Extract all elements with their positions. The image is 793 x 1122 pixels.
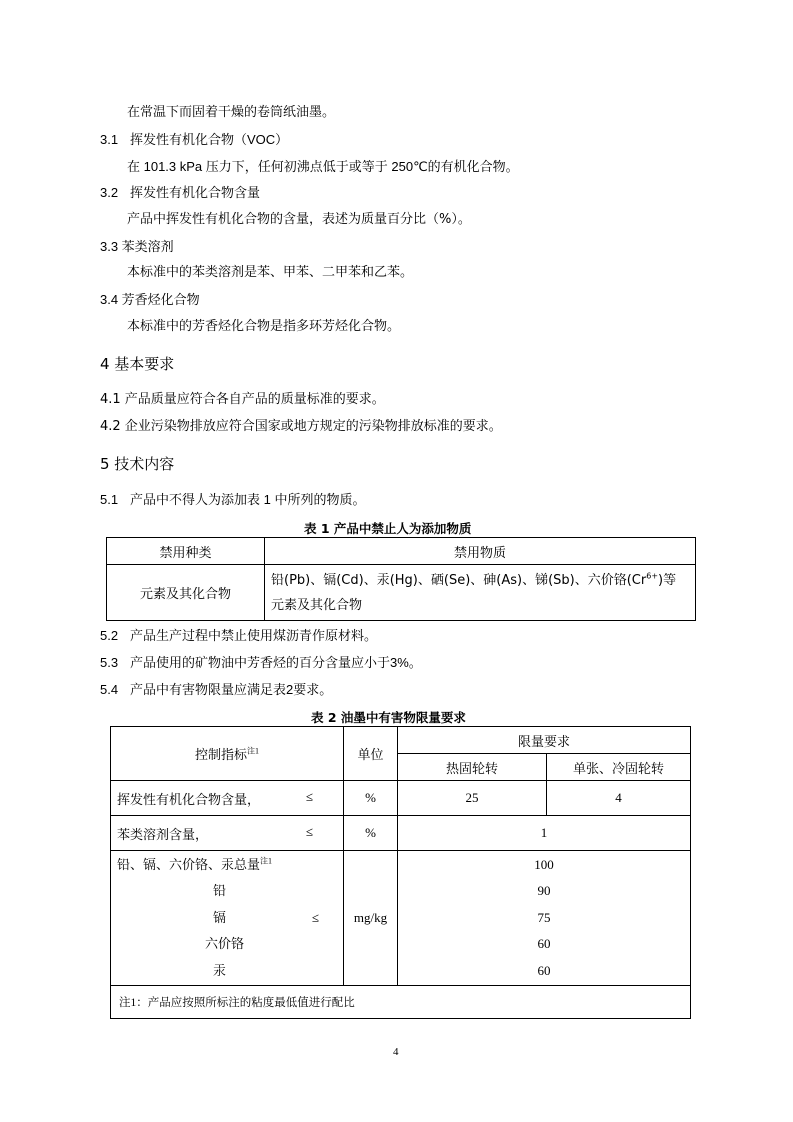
table-header-unit: 单位 [344, 727, 398, 781]
table-header-indicator [111, 727, 344, 781]
section-number: 5.3 [100, 655, 119, 670]
table-header: 禁用种类 [107, 538, 265, 565]
section-number: 3.1 [100, 132, 119, 147]
sub-indicator-text: 镉 [213, 909, 227, 925]
table-cell-substances [265, 565, 696, 621]
superscript: 6+ [646, 571, 659, 581]
requirement-text: 产品使用的矿物油中芳香烃的百分含量应小于3%。 [130, 655, 422, 670]
table-header-hot: 热固轮转 [398, 754, 547, 781]
substances-text: 元素及其化合物 [271, 597, 363, 613]
indicator-name: 挥发性有机化合物含量， [117, 791, 261, 807]
section-number: 3.2 [100, 185, 119, 200]
table-header-cold: 单张、冷固轮转 [547, 754, 691, 781]
definition-text: 产品中挥发性有机化合物的含量，表述为质量百分比（%）。 [127, 212, 471, 227]
definition-text: 本标准中的苯类溶剂是苯、甲苯、二甲苯和乙苯。 [127, 265, 414, 280]
table-1-caption: 表 1 产品中禁止人为添加物质 [304, 521, 472, 536]
table-cell-unit: % [344, 816, 398, 851]
indicator-name: 苯类溶剂含量， [117, 826, 209, 842]
section-3-1-heading [100, 131, 288, 149]
sub-indicator [117, 905, 337, 932]
table-1 [106, 537, 696, 621]
section-title: 挥发性有机化合物含量 [130, 185, 261, 200]
table-cell-hot: 25 [398, 781, 547, 816]
limit-value: 60 [537, 962, 551, 978]
section-3-2-heading [100, 184, 260, 202]
section-number: 5.2 [100, 628, 119, 643]
indicator-text: 铅、镉、六价铬、汞总量 [117, 856, 261, 872]
definition-text: 在 101.3 kPa 压力下，任何初沸点低于或等于 250℃的有机化合物。 [127, 159, 519, 174]
table-cell-unit: % [344, 781, 398, 816]
requirement-text: 产品中有害物限量应满足表2要求。 [130, 682, 333, 697]
section-number: 5.1 [100, 492, 119, 507]
table-cell-indicator [111, 781, 344, 816]
table-header: 禁用物质 [265, 538, 696, 565]
substances-text: 铅(Pb)、镉(Cd)、汞(Hg)、硒(Se)、砷(As)、锑(Sb)、六价铬(Cr [271, 572, 647, 588]
footnote-marker: 注1 [247, 746, 259, 756]
sub-indicator: 汞 [213, 962, 227, 978]
substances-text: )等 [658, 572, 677, 588]
section-4-heading: 4 基本要求 [100, 355, 175, 373]
less-equal-sign: ≤ [305, 823, 313, 839]
requirement-4-1: 4.1 产品质量应符合各自产品的质量标准的要求。 [100, 392, 385, 407]
section-5-heading: 5 技术内容 [100, 455, 175, 473]
table-cell-indicator [111, 816, 344, 851]
limit-value: 100 [534, 856, 554, 872]
requirement-5-1 [100, 491, 365, 509]
indicator-name [117, 852, 337, 879]
header-text: 控制指标 [194, 747, 247, 762]
requirement-5-2 [100, 627, 377, 645]
footnote-marker: 注1 [260, 856, 273, 866]
less-equal-sign: ≤ [305, 788, 313, 804]
requirement-5-3 [100, 654, 422, 672]
sub-indicator: 铅 [213, 883, 227, 899]
table-cell-limit: 1 [398, 816, 691, 851]
table-cell-indicator [111, 851, 344, 986]
paragraph-text: 在常温下而固着干燥的卷筒纸油墨。 [127, 105, 336, 120]
definition-text: 本标准中的芳香烃化合物是指多环芳烃化合物。 [127, 319, 401, 334]
section-title: 挥发性有机化合物（VOC） [130, 132, 289, 147]
table-note: 注1：产品应按照所标注的粘度最低值进行配比 [111, 986, 691, 1019]
limit-value: 90 [537, 883, 551, 899]
table-header-limit: 限量要求 [398, 727, 691, 754]
requirement-text: 产品中不得人为添加表 1 中所列的物质。 [130, 492, 366, 507]
table-cell-limit [398, 851, 691, 986]
requirement-4-2: 4.2 企业污染物排放应符合国家或地方规定的污染物排放标准的要求。 [100, 419, 502, 434]
table-cell-unit: mg/kg [344, 851, 398, 986]
less-equal-sign: ≤ [311, 909, 319, 925]
page-number: 4 [393, 1046, 399, 1058]
table-cell-category: 元素及其化合物 [107, 565, 265, 621]
section-3-3-heading: 3.3 苯类溶剂 [100, 239, 174, 254]
section-3-4-heading: 3.4 芳香烃化合物 [100, 292, 200, 307]
requirement-5-4 [100, 681, 332, 699]
requirement-text: 产品生产过程中禁止使用煤沥青作原材料。 [130, 628, 378, 643]
sub-indicator: 六价铬 [205, 936, 245, 952]
table-2 [110, 726, 691, 1019]
table-2-caption: 表 2 油墨中有害物限量要求 [311, 710, 466, 725]
limit-value: 60 [537, 936, 551, 952]
limit-value: 75 [537, 909, 551, 925]
table-cell-cold: 4 [547, 781, 691, 816]
section-number: 5.4 [100, 682, 119, 697]
